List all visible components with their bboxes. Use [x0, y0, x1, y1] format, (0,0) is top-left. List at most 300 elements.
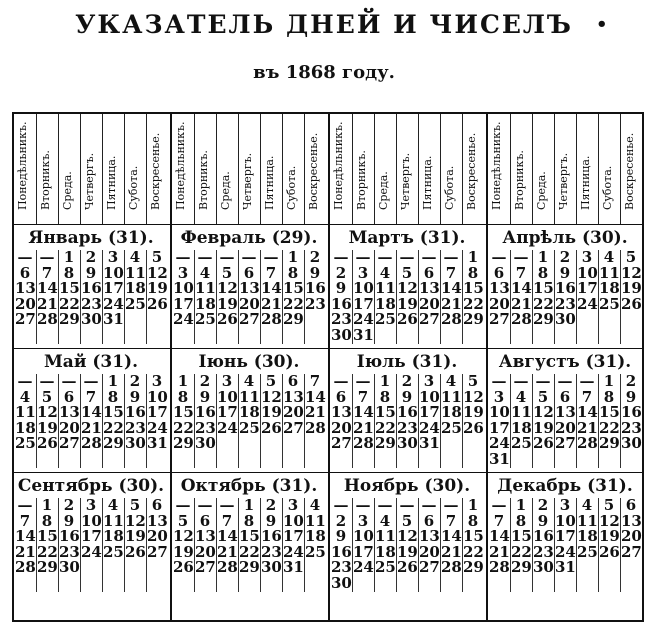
- day-number: 26: [533, 434, 554, 452]
- day-number: 20: [15, 294, 36, 313]
- blank-day-mark: —: [263, 248, 279, 266]
- day-number: 21: [489, 542, 510, 561]
- day-number: 28: [577, 434, 598, 452]
- day-number: 26: [217, 310, 238, 328]
- day-number: 3: [559, 496, 571, 514]
- blank-day-mark: —: [333, 248, 349, 266]
- weekday-label: Понедѣльникъ.: [332, 121, 345, 210]
- blank-day-mark: —: [513, 372, 529, 390]
- day-number: 13: [195, 527, 216, 545]
- day-number: 19: [533, 418, 554, 437]
- day-number: 7: [265, 263, 277, 282]
- weekday-label: Понедѣльникъ.: [16, 121, 29, 210]
- day-number: 18: [375, 542, 396, 561]
- day-number: 22: [511, 542, 532, 561]
- month-name: Іюнь (30).: [198, 352, 300, 372]
- month-block: [330, 476, 484, 594]
- weekday-label: Среда.: [61, 171, 74, 210]
- day-number: 3: [357, 263, 369, 282]
- day-number: 9: [265, 511, 277, 530]
- day-number: 24: [489, 434, 510, 452]
- day-number: 28: [217, 558, 238, 576]
- day-number: 27: [331, 434, 352, 452]
- day-number: 27: [15, 310, 36, 328]
- day-number: 28: [37, 310, 58, 328]
- weekday-label: Воскресенье.: [623, 132, 636, 210]
- day-number: 13: [621, 511, 642, 530]
- weekday-cell: [620, 114, 642, 224]
- day-number: 8: [537, 263, 549, 282]
- day-number: 1: [243, 496, 255, 514]
- month-block: [172, 352, 326, 470]
- weekday-cell: [374, 114, 396, 224]
- day-number: 11: [375, 527, 396, 545]
- day-number: 11: [375, 279, 396, 297]
- day-number: 21: [81, 418, 102, 437]
- day-number: 14: [441, 279, 462, 297]
- weekday-label: Понедѣльникъ.: [174, 121, 187, 210]
- day-number: 9: [309, 263, 321, 282]
- day-number: 26: [397, 310, 418, 328]
- day-number: 16: [261, 527, 282, 545]
- blank-day-mark: —: [219, 496, 235, 514]
- day-number: 16: [533, 527, 554, 545]
- day-number: 20: [555, 418, 576, 437]
- day-number: 24: [103, 294, 124, 313]
- month-name: Сентябрь (30).: [17, 476, 165, 496]
- day-number: 26: [37, 434, 58, 452]
- month-name: Декабрь (31).: [497, 476, 633, 496]
- weekday-label: Субота.: [443, 165, 456, 210]
- day-number: 21: [441, 294, 462, 313]
- day-number: 14: [353, 403, 374, 421]
- blank-day-mark: —: [399, 248, 415, 266]
- day-number: 22: [599, 418, 620, 437]
- day-number: 1: [287, 248, 299, 266]
- month-name: Апрѣль (30).: [502, 228, 628, 248]
- day-number: 25: [239, 418, 260, 437]
- day-number: 1: [467, 496, 479, 514]
- day-number: 15: [239, 527, 260, 545]
- day-number: 7: [309, 372, 321, 390]
- weekday-label: Пятница.: [579, 155, 592, 210]
- day-number: 6: [559, 387, 571, 406]
- day-number: 23: [81, 294, 102, 313]
- day-number: 15: [173, 403, 194, 421]
- blank-day-mark: —: [491, 496, 507, 514]
- day-number: 24: [173, 310, 194, 328]
- day-number: 14: [217, 527, 238, 545]
- day-number: 28: [261, 310, 282, 328]
- month-name: Іюль (31).: [356, 352, 458, 372]
- day-number: 20: [195, 542, 216, 561]
- weekday-label: Вторникъ.: [355, 150, 368, 210]
- day-number: 17: [283, 527, 304, 545]
- month-name: Августъ (31).: [498, 352, 632, 372]
- day-number: 30: [261, 558, 282, 576]
- day-number: 5: [603, 496, 615, 514]
- weekday-cell: [80, 114, 102, 224]
- day-number: 10: [103, 263, 124, 282]
- weekday-cell: [488, 114, 510, 224]
- weekday-cell: [510, 114, 532, 224]
- day-number: 5: [221, 263, 233, 282]
- day-number: 21: [15, 542, 36, 561]
- day-number: 28: [489, 558, 510, 576]
- day-number: 7: [445, 511, 457, 530]
- weekday-label: Субота.: [127, 165, 140, 210]
- month-block: [172, 228, 326, 346]
- day-number: 15: [283, 279, 304, 297]
- day-number: 6: [151, 496, 163, 514]
- day-number: 6: [199, 511, 211, 530]
- day-number: 19: [463, 403, 484, 421]
- day-number: 25: [305, 542, 326, 561]
- day-number: 27: [283, 418, 304, 437]
- day-number: 30: [397, 434, 418, 452]
- month-block: [330, 352, 484, 470]
- day-number: 14: [511, 279, 532, 297]
- day-number: 12: [147, 263, 168, 282]
- blank-day-mark: —: [399, 496, 415, 514]
- weekday-cell: [36, 114, 58, 224]
- day-number: 8: [515, 511, 527, 530]
- day-number: 19: [37, 418, 58, 437]
- day-number: 26: [599, 542, 620, 561]
- day-number: 11: [15, 403, 36, 421]
- day-number: 31: [419, 434, 440, 452]
- day-number: 5: [129, 496, 141, 514]
- day-number: 19: [125, 527, 146, 545]
- day-number: 7: [221, 511, 233, 530]
- day-number: 25: [125, 294, 146, 313]
- day-number: 10: [353, 279, 374, 297]
- weekday-cell: [282, 114, 304, 224]
- day-number: 12: [397, 527, 418, 545]
- weekday-label: Вторникъ.: [39, 150, 52, 210]
- day-number: 11: [125, 263, 146, 282]
- day-number: 2: [537, 496, 549, 514]
- day-number: 4: [129, 248, 141, 266]
- day-number: 10: [147, 387, 168, 406]
- day-number: 13: [331, 403, 352, 421]
- day-number: 16: [195, 403, 216, 421]
- day-number: 4: [107, 496, 119, 514]
- blank-day-mark: —: [491, 248, 507, 266]
- day-number: 22: [59, 294, 80, 313]
- day-number: 20: [489, 294, 510, 313]
- day-number: 23: [261, 542, 282, 561]
- day-number: 31: [555, 558, 576, 576]
- day-number: 21: [305, 403, 326, 421]
- day-number: 21: [353, 418, 374, 437]
- title-dot-mark: •: [596, 14, 608, 35]
- day-number: 9: [401, 387, 413, 406]
- day-number: 5: [401, 511, 413, 530]
- day-number: 1: [177, 372, 189, 390]
- day-number: 20: [147, 527, 168, 545]
- day-number: 4: [515, 387, 527, 406]
- day-number: 2: [625, 372, 637, 390]
- blank-day-mark: —: [377, 248, 393, 266]
- day-number: 12: [533, 403, 554, 421]
- day-number: 15: [533, 279, 554, 297]
- weekday-label: Пятница.: [105, 155, 118, 210]
- day-number: 6: [423, 511, 435, 530]
- day-number: 19: [621, 279, 642, 297]
- day-number: 25: [103, 542, 124, 561]
- month-name: Ноябрь (30).: [343, 476, 471, 496]
- day-number: 23: [59, 542, 80, 561]
- weekday-header: [14, 114, 168, 224]
- day-number: 5: [151, 248, 163, 266]
- weekday-label: Среда.: [377, 171, 390, 210]
- day-number: 22: [375, 418, 396, 437]
- day-number: 13: [555, 403, 576, 421]
- blank-day-mark: —: [355, 496, 371, 514]
- day-number: 7: [19, 511, 31, 530]
- blank-day-mark: —: [17, 248, 33, 266]
- day-number: 9: [335, 527, 347, 545]
- day-number: 17: [81, 527, 102, 545]
- blank-day-mark: —: [17, 496, 33, 514]
- day-number: 6: [625, 496, 637, 514]
- day-number: 30: [125, 434, 146, 452]
- day-number: 14: [37, 279, 58, 297]
- day-number: 9: [63, 511, 75, 530]
- weekday-label: Четвергъ.: [83, 152, 96, 210]
- day-number: 19: [261, 403, 282, 421]
- day-number: 27: [621, 542, 642, 561]
- day-number: 17: [103, 279, 124, 297]
- day-number: 1: [379, 372, 391, 390]
- blank-day-mark: —: [355, 248, 371, 266]
- day-number: 22: [103, 418, 124, 437]
- day-number: 2: [335, 263, 347, 282]
- day-number: 11: [511, 403, 532, 421]
- day-number: 19: [173, 542, 194, 561]
- day-number: 11: [441, 387, 462, 406]
- day-number: 14: [305, 387, 326, 406]
- day-number: 23: [331, 558, 352, 576]
- day-number: 22: [173, 418, 194, 437]
- day-number: 20: [239, 294, 260, 313]
- blank-day-mark: —: [579, 372, 595, 390]
- day-number: 17: [173, 294, 194, 313]
- day-number: 11: [239, 387, 260, 406]
- day-number: 4: [19, 387, 31, 406]
- weekday-label: Воскресенье.: [307, 132, 320, 210]
- day-number: 6: [287, 372, 299, 390]
- day-number: 18: [305, 527, 326, 545]
- day-number: 3: [177, 263, 189, 282]
- day-number: 6: [335, 387, 347, 406]
- day-number: 22: [463, 294, 484, 313]
- day-number: 20: [419, 294, 440, 313]
- day-number: 28: [305, 418, 326, 437]
- day-number: 9: [537, 511, 549, 530]
- day-number: 15: [463, 527, 484, 545]
- day-number: 17: [353, 294, 374, 313]
- day-number: 18: [441, 403, 462, 421]
- day-number: 21: [511, 294, 532, 313]
- day-number: 21: [217, 542, 238, 561]
- day-number: 8: [603, 387, 615, 406]
- day-number: 30: [621, 434, 642, 452]
- day-number: 15: [103, 403, 124, 421]
- day-number: 16: [621, 403, 642, 421]
- blank-day-mark: —: [443, 248, 459, 266]
- day-number: 12: [173, 527, 194, 545]
- day-number: 13: [147, 511, 168, 530]
- day-number: 27: [489, 310, 510, 328]
- day-number: 31: [353, 325, 374, 344]
- weekday-cell: [146, 114, 168, 224]
- day-number: 10: [81, 511, 102, 530]
- day-number: 20: [59, 418, 80, 437]
- day-number: 13: [419, 279, 440, 297]
- day-number: 6: [243, 263, 255, 282]
- day-number: 1: [41, 496, 53, 514]
- day-number: 5: [265, 372, 277, 390]
- day-number: 22: [533, 294, 554, 313]
- day-number: 13: [489, 279, 510, 297]
- weekday-label: Воскресенье.: [149, 132, 162, 210]
- month-block: [488, 228, 642, 346]
- day-number: 28: [441, 558, 462, 576]
- month-name: Февраль (29).: [180, 228, 318, 248]
- day-number: 22: [37, 542, 58, 561]
- blank-day-mark: —: [535, 372, 551, 390]
- day-number: 18: [577, 527, 598, 545]
- day-number: 29: [37, 558, 58, 576]
- day-number: 20: [331, 418, 352, 437]
- day-number: 25: [195, 310, 216, 328]
- day-number: 15: [59, 279, 80, 297]
- day-number: 23: [195, 418, 216, 437]
- blank-day-mark: —: [61, 372, 77, 390]
- day-number: 26: [173, 558, 194, 576]
- weekday-cell: [58, 114, 80, 224]
- weekday-cell: [418, 114, 440, 224]
- day-number: 24: [283, 542, 304, 561]
- weekday-label: Среда.: [219, 171, 232, 210]
- day-number: 1: [467, 248, 479, 266]
- day-number: 29: [375, 434, 396, 452]
- page-title: УКАЗАТЕЛЬ ДНЕЙ И ЧИСЕЛЪ: [75, 10, 573, 39]
- day-number: 2: [265, 496, 277, 514]
- blank-day-mark: —: [421, 496, 437, 514]
- day-number: 28: [15, 558, 36, 576]
- day-number: 8: [41, 511, 53, 530]
- day-number: 26: [463, 418, 484, 437]
- day-number: 12: [397, 279, 418, 297]
- day-number: 2: [309, 248, 321, 266]
- day-number: 16: [59, 527, 80, 545]
- weekday-label: Пятница.: [263, 155, 276, 210]
- day-number: 3: [287, 496, 299, 514]
- day-number: 4: [603, 248, 615, 266]
- day-number: 12: [599, 511, 620, 530]
- day-number: 12: [261, 387, 282, 406]
- day-number: 1: [515, 496, 527, 514]
- day-number: 15: [375, 403, 396, 421]
- day-number: 17: [555, 527, 576, 545]
- day-number: 18: [599, 279, 620, 297]
- month-block: [14, 228, 168, 346]
- day-number: 3: [85, 496, 97, 514]
- day-number: 14: [15, 527, 36, 545]
- day-number: 12: [463, 387, 484, 406]
- day-number: 27: [59, 434, 80, 452]
- weekday-header: [330, 114, 484, 224]
- weekday-cell: [462, 114, 484, 224]
- weekday-cell: [194, 114, 216, 224]
- day-number: 16: [125, 403, 146, 421]
- day-number: 17: [419, 403, 440, 421]
- day-number: 29: [283, 310, 304, 328]
- day-number: 23: [533, 542, 554, 561]
- day-number: 8: [107, 387, 119, 406]
- day-number: 7: [41, 263, 53, 282]
- day-number: 10: [489, 403, 510, 421]
- day-number: 29: [59, 310, 80, 328]
- day-number: 14: [441, 527, 462, 545]
- blank-day-mark: —: [83, 372, 99, 390]
- day-number: 21: [577, 418, 598, 437]
- day-number: 7: [581, 387, 593, 406]
- calendar-grid: [12, 112, 644, 634]
- day-number: 19: [397, 542, 418, 561]
- day-number: 31: [147, 434, 168, 452]
- day-number: 13: [239, 279, 260, 297]
- day-number: 30: [533, 558, 554, 576]
- day-number: 7: [515, 263, 527, 282]
- day-number: 23: [621, 418, 642, 437]
- day-number: 2: [199, 372, 211, 390]
- day-number: 22: [463, 542, 484, 561]
- day-number: 19: [397, 294, 418, 313]
- day-number: 3: [221, 372, 233, 390]
- day-number: 13: [283, 387, 304, 406]
- day-number: 21: [37, 294, 58, 313]
- day-number: 16: [397, 403, 418, 421]
- month-name: Мартъ (31).: [348, 228, 466, 248]
- day-number: 15: [511, 527, 532, 545]
- weekday-cell: [14, 114, 36, 224]
- month-block: [330, 228, 484, 346]
- day-number: 3: [357, 511, 369, 530]
- day-number: 28: [81, 434, 102, 452]
- day-number: 12: [37, 403, 58, 421]
- day-number: 15: [463, 279, 484, 297]
- day-number: 4: [445, 372, 457, 390]
- day-number: 24: [353, 310, 374, 328]
- day-number: 2: [129, 372, 141, 390]
- day-number: 9: [129, 387, 141, 406]
- day-number: 30: [555, 310, 576, 328]
- day-number: 7: [493, 511, 505, 530]
- row-divider: [12, 348, 644, 349]
- day-number: 27: [555, 434, 576, 452]
- day-number: 1: [603, 372, 615, 390]
- day-number: 5: [537, 387, 549, 406]
- day-number: 8: [243, 511, 255, 530]
- day-number: 17: [489, 418, 510, 437]
- day-number: 24: [353, 558, 374, 576]
- day-number: 9: [199, 387, 211, 406]
- day-number: 14: [81, 403, 102, 421]
